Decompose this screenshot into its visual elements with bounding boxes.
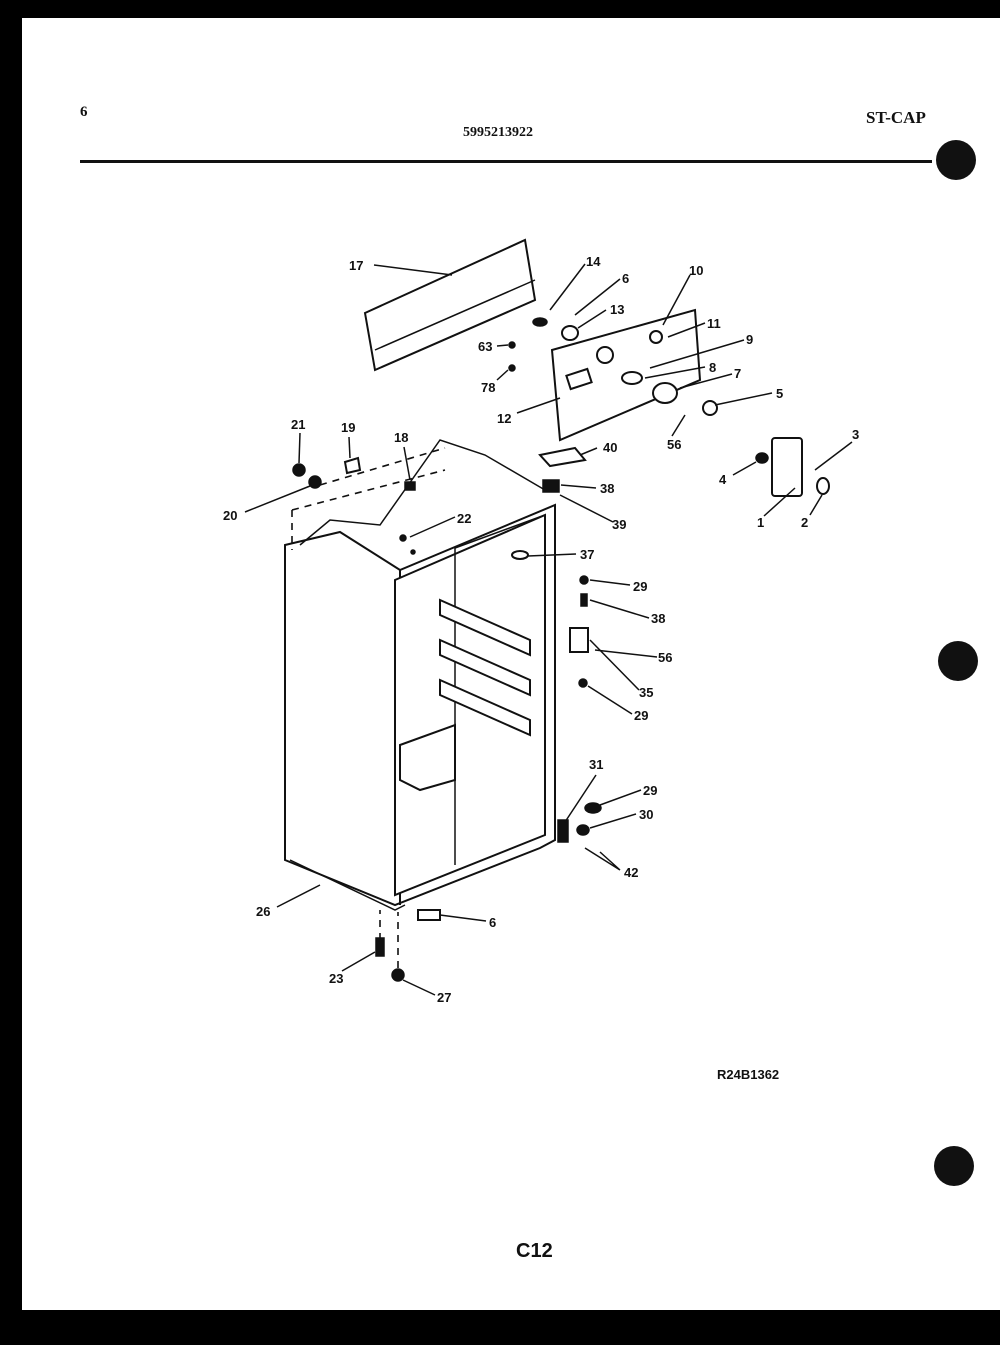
label-3: 3 [852,427,860,442]
label-42: 42 [624,865,639,880]
model-number: 5995213922 [463,125,533,140]
label-38: 38 [651,611,666,626]
label-31: 31 [589,757,604,772]
label-9: 9 [746,332,754,347]
label-18: 18 [394,430,409,445]
cabinet [285,440,555,910]
label-13: 13 [610,302,625,317]
page-number: 6 [80,104,88,120]
label-56-top: 56 [667,437,682,452]
label-22: 22 [457,511,472,526]
label-8: 8 [709,360,717,375]
label-4: 4 [719,472,727,487]
label-29-c: 29 [643,783,658,798]
label-6-top: 6 [622,271,630,286]
label-12: 12 [497,411,512,426]
label-21: 21 [291,417,306,432]
label-38-top: 38 [600,481,615,496]
label-17: 17 [349,258,364,273]
label-29-b: 29 [634,708,649,723]
label-14: 14 [586,254,601,269]
label-11: 11 [707,316,721,331]
label-63: 63 [478,339,493,354]
section-code: ST-CAP [866,108,926,127]
label-37: 37 [580,547,595,562]
label-56: 56 [658,650,673,665]
label-29-a: 29 [633,579,648,594]
label-5: 5 [776,386,784,401]
label-2: 2 [801,515,809,530]
label-7: 7 [734,366,742,381]
label-19: 19 [341,420,356,435]
label-35: 35 [639,685,654,700]
label-10: 10 [689,263,704,278]
diagram-reference: R24B1362 [717,1067,780,1082]
label-27: 27 [437,990,452,1005]
label-23: 23 [329,971,344,986]
label-30: 30 [639,807,654,822]
top-trim [365,240,535,370]
label-6-bottom: 6 [489,915,497,930]
label-78: 78 [481,380,496,395]
label-1: 1 [757,515,765,530]
label-20: 20 [223,508,238,523]
footer-page-code: C12 [516,1240,553,1262]
label-26: 26 [256,904,271,919]
label-40: 40 [603,440,618,455]
label-39: 39 [612,517,627,532]
